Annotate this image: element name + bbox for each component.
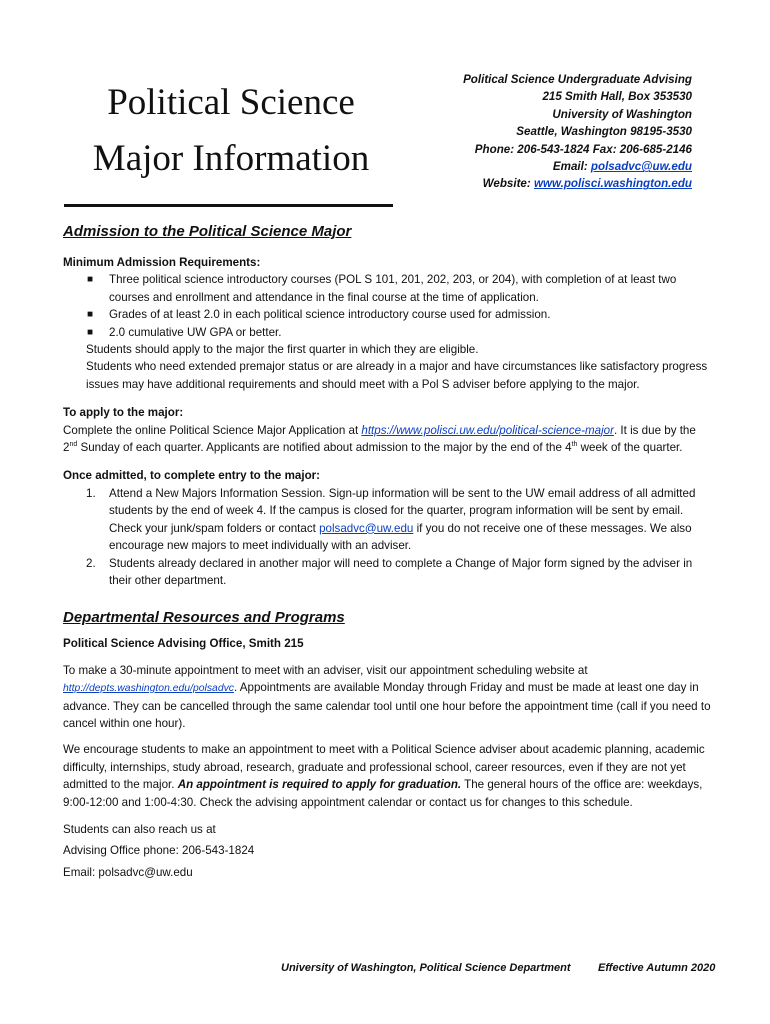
- reach-us-text: Students can also reach us at: [63, 822, 216, 836]
- contact-website-label: Website:: [482, 177, 534, 191]
- advising-email-link[interactable]: polsadvc@uw.edu: [319, 521, 414, 535]
- contact-address2: University of Washington: [552, 107, 692, 121]
- contact-office: Political Science Undergraduate Advising: [463, 73, 692, 86]
- contact-block: [463, 71, 692, 193]
- list-item: 2. Students already declared in another major will need to complete a Change of Major form signed by the adviser in their other department.: [86, 556, 693, 587]
- bullet-icon: ■: [87, 274, 94, 286]
- apply-paragraph: Complete the online Political Science Major Application at https://www.polisci.uw.edu/political-science-major. It is due by the 2nd Sunday of each quarter. Applicants are notified about admission to the major by the end of the 4th week of the quarter.: [63, 423, 696, 455]
- contact-email-label: Email:: [552, 160, 591, 174]
- contact-email-link[interactable]: polsadvc@uw.edu: [590, 160, 692, 174]
- bullet-icon: ■: [87, 326, 94, 338]
- entry-steps-list: [63, 485, 713, 589]
- advising-email: Email: polsadvc@uw.edu: [63, 865, 193, 879]
- list-item: 1. Attend a New Majors Information Session. Sign-up information will be sent to the UW email address of all admitted students by the end of week 4. If the campus is closed for the quarter, program information will be sent by email. Check your junk/spam folders or contact polsadvc@uw.edu if you do not receive one of these messages. We also encourage new majors to meet individually with an adviser.: [86, 486, 696, 553]
- apply-heading: To apply to the major:: [63, 406, 184, 420]
- contact-phone-fax: Phone: 206-543-1824 Fax: 206-685-2146: [474, 142, 692, 156]
- bullet-icon: ■: [87, 309, 94, 321]
- list-item: ■ Three political science introductory courses (POL S 101, 201, 202, 203, or 204), with completion of at least two courses and enrollment and attendance in the final course at the time of application.: [87, 273, 677, 304]
- main-content: [63, 223, 713, 881]
- footer-department: University of Washington, Political Science Department: [281, 962, 571, 974]
- appointment-scheduling-link[interactable]: http://depts.washington.edu/polsadvc: [63, 683, 234, 695]
- once-admitted-heading: Once admitted, to complete entry to the major:: [63, 469, 321, 483]
- list-item: ■ 2.0 cumulative UW GPA or better.: [63, 324, 713, 341]
- advising-phone: Advising Office phone: 206-543-1824: [63, 844, 255, 858]
- contact-address1: 215 Smith Hall, Box 353530: [542, 90, 692, 104]
- encourage-paragraph: We encourage students to make an appointment to meet with a Political Science adviser about academic planning, academic difficulty, internships, study abroad, research, graduate and professional school, career resources, even if they are not yet admitted to the major. An appointment is required to apply for graduation. The general hours of the office are: weekdays, 9:00-12:00 and 1:00-4:30. Check the advising appointment calendar or contact us for changes to this schedule.: [63, 743, 705, 809]
- contact-email-line: [463, 158, 692, 175]
- min-req-heading: Minimum Admission Requirements:: [63, 256, 261, 269]
- major-application-link[interactable]: https://www.polisci.uw.edu/political-science-major: [361, 423, 614, 437]
- admission-heading: Admission to the Political Science Major: [63, 223, 352, 240]
- resources-heading: Departmental Resources and Programs: [63, 609, 345, 627]
- page-title-line1: Political Science: [107, 82, 355, 123]
- contact-address3: Seattle, Washington 98195-3530: [516, 125, 692, 139]
- contact-website-line: [463, 175, 692, 192]
- footer-effective-date: Effective Autumn 2020: [598, 962, 716, 974]
- admission-note-2: Students who need extended premajor status or are already in a major and have circumstances like satisfactory progress issues may have additional requirements and should meet with a Pol S adviser before applying to the major.: [86, 360, 708, 391]
- contact-website-link[interactable]: www.polisci.washington.edu: [533, 177, 692, 191]
- advising-office-heading: Political Science Advising Office, Smith 215: [63, 637, 304, 651]
- page-title-line2: Major Information: [92, 138, 370, 179]
- list-item: ■ Grades of at least 2.0 in each political science introductory course used for admission.: [63, 306, 713, 323]
- title-underline: [64, 204, 393, 207]
- appointment-paragraph: To make a 30-minute appointment to meet with an adviser, visit our appointment scheduling website at http://depts.washington.edu/polsadvc. Appointments are available Monday through Friday and must be made at least one day in advance. They can be cancelled through the same calendar tool until one hour before the appointment time (call if you need to cancel within one hour).: [63, 663, 711, 730]
- requirements-list: [63, 271, 713, 341]
- admission-note-1: Students should apply to the major the first quarter in which they are eligible.: [86, 343, 479, 357]
